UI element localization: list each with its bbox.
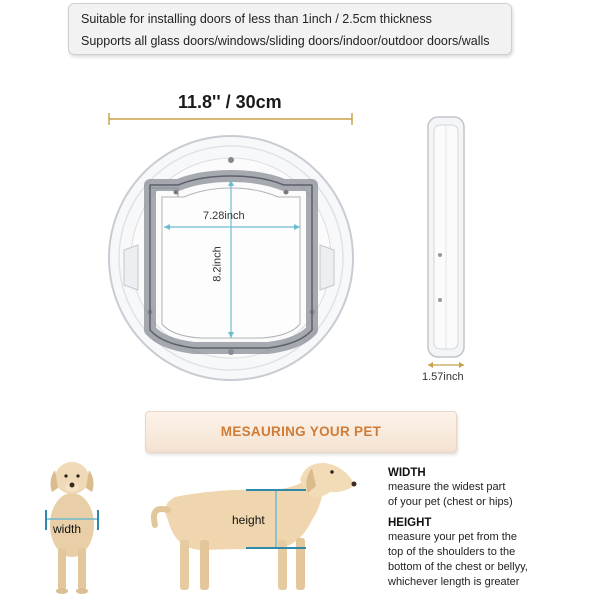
- dog-height-label: height: [232, 513, 265, 527]
- height-guide-line-4: whichever length is greater: [388, 576, 520, 588]
- measurement-guide: [388, 466, 588, 590]
- width-guide-heading: WIDTH: [388, 467, 426, 479]
- height-guide-line-3: bottom of the chest or bellyy,: [388, 561, 528, 573]
- width-guide-line-2: of your pet (chest or hips): [388, 496, 513, 508]
- flap-height-label: 8.2inch: [211, 246, 224, 282]
- thickness-info-text: Suitable for installing doors of less than 1inch / 2.5cm thickness: [81, 12, 432, 26]
- width-guide-line-1: measure the widest part: [388, 481, 506, 493]
- thickness-label: 1.57inch: [422, 371, 464, 383]
- measuring-pet-banner: [145, 411, 457, 453]
- supports-info-text: Supports all glass doors/windows/sliding doors/indoor/outdoor doors/walls: [81, 34, 490, 48]
- height-guide-line-2: top of the shoulders to the: [388, 546, 516, 558]
- pet-door-side-view: [428, 117, 464, 357]
- diameter-label: 11.8'' / 30cm: [178, 92, 282, 112]
- measuring-pet-title: MESAURING YOUR PET: [220, 424, 382, 439]
- flap-width-label: 7.28inch: [203, 210, 245, 222]
- diameter-dimension-line: [109, 113, 352, 125]
- height-guide-line-1: measure your pet from the: [388, 531, 518, 543]
- thickness-measure-line: [428, 362, 464, 368]
- dog-width-label: width: [53, 522, 82, 536]
- height-guide-heading: HEIGHT: [388, 517, 432, 529]
